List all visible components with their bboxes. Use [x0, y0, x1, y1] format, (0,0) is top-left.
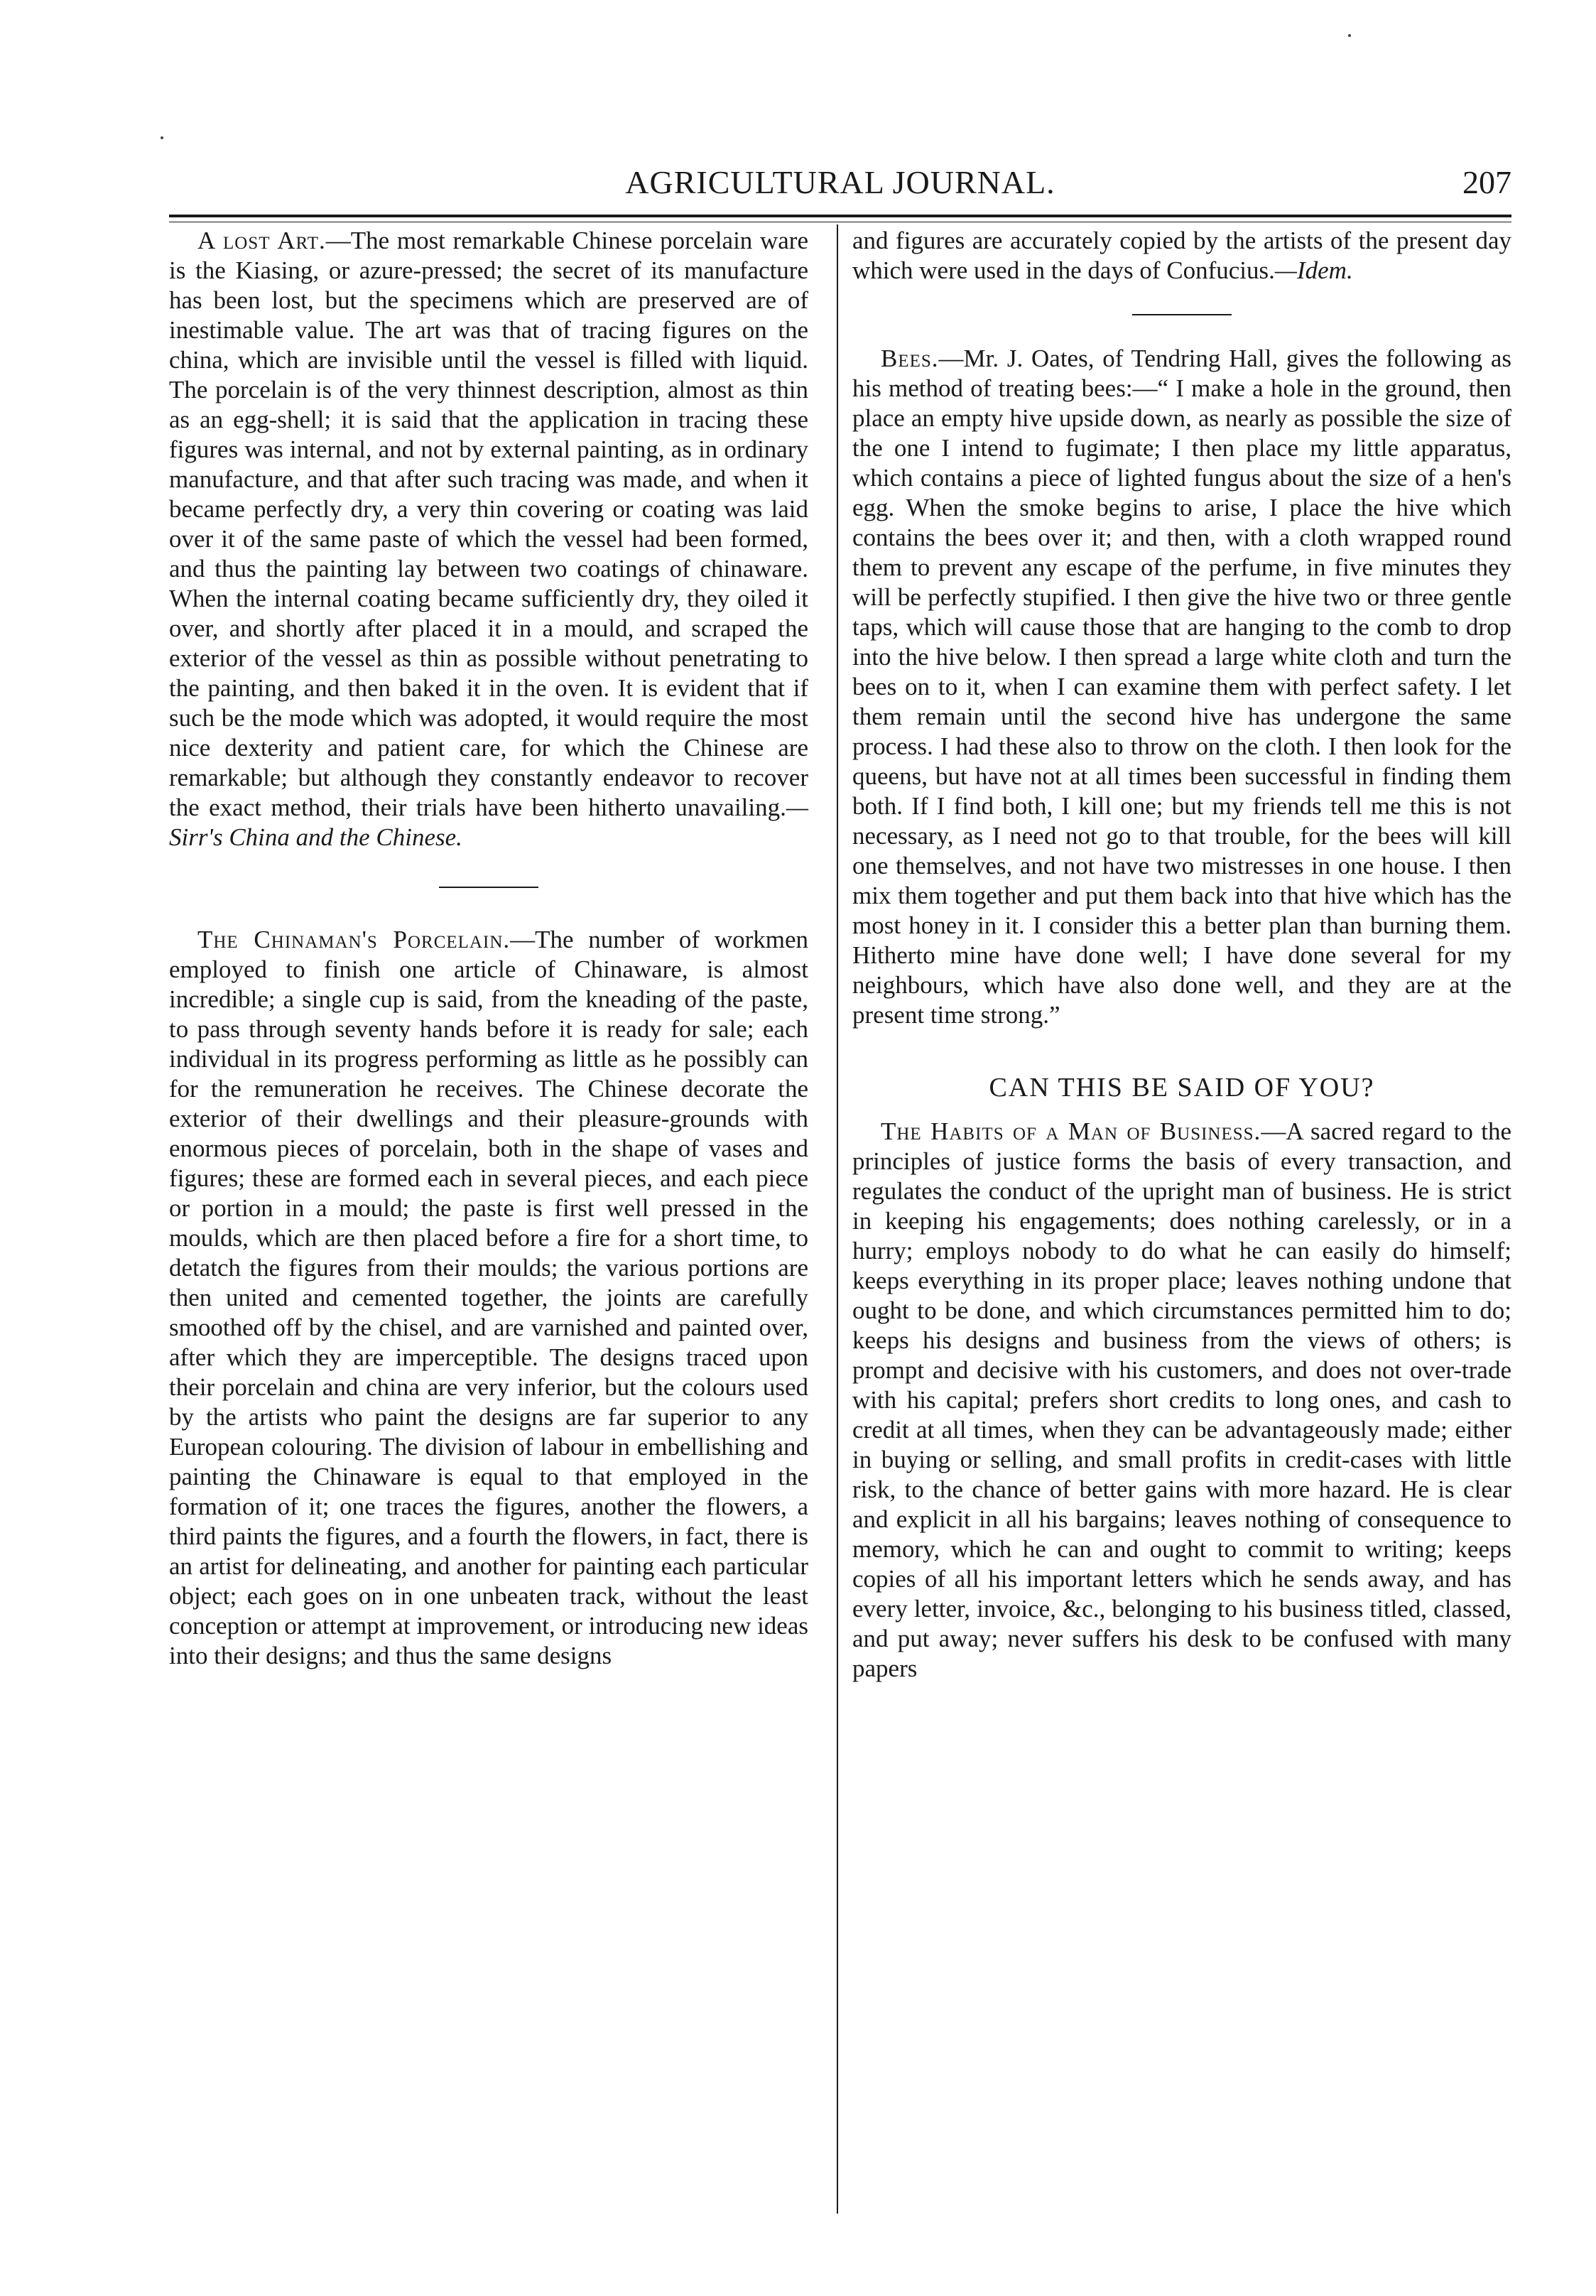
- left-column: [169, 226, 808, 1671]
- speck: [161, 136, 163, 139]
- article-lost-art: [169, 226, 808, 852]
- article-chinaman-porcelain: [169, 925, 808, 1671]
- right-column: [852, 226, 1511, 1684]
- article-lead: Bees.: [881, 345, 939, 372]
- article-bees: [852, 344, 1511, 1030]
- article-lead: The Habits of a Man of Business.: [881, 1117, 1261, 1145]
- article-man-of-business: [852, 1117, 1511, 1684]
- article-body: —The number of workmen employed to finish one article of Chinaware, is almost incredible; a single cup is said, from the kneading of the paste, to pass through seventy hands before it is ready for sale; each individual in its progress performing as little as he possibly can for the remuneration he receives. The Chinese decorate the exterior of their dwellings and their pleasure-grounds with enormous pieces of porcelain, both in the shape of vases and figures; these are formed each in several pieces, and each piece or portion in a mould; the paste is first well pressed in the moulds, which are then placed before a fire for a short time, to detatch the figures from their moulds; the various portions are then united and cemented together, the joints are carefully smoothed off by the chisel, and are varnished and painted over, after which they are imperceptible. The designs traced upon their porcelain and china are very inferior, but the colours used by the artists who paint the designs are far superior to any European colouring. The division of labour in embellishing and painting the Chinaware is equal to that employed in the formation of it; one traces the figures, another the flowers, a third paints the figures, and a fourth the flowers, in fact, there is an artist for delineating, and another for painting each particular object; each goes on in one unbeaten track, without the least conception or attempt at improvement, or introducing new ideas into their designs; and thus the same designs: [169, 926, 808, 1669]
- article-body: —The most remarkable Chinese porcelain ware is the Kiasing, or azure-pressed; the secret of its manufacture has been lost, but the specimens which are preserved are of inestimable value. The art was that of tracing figures on the china, which are invisible until the vessel is filled with liquid. The porcelain is of the very thinnest description, almost as thin as an egg-shell; it is said that the application in tracing these figures was internal, and not by external painting, as in ordinary manufacture, and that after such tracing was made, and when it became perfectly dry, a very thin covering or coating was laid over it of the same paste of which the vessel had been formed, and thus the painting lay between two coatings of chinaware. When the internal coating became sufficiently dry, they oiled it over, and shortly after placed it in a mould, and scraped the exterior of the vessel as thin as possible without penetrating to the painting, and then baked it in the oven. It is evident that if such be the mode which was adopted, it would require the most nice dexterity and patient care, for which the Chinese are remarkable; but although they constantly endeavor to recover the exact method, their trials have been hitherto unavailing.: [169, 227, 808, 821]
- article-attribution: —Idem.: [1274, 256, 1353, 284]
- running-title: AGRICULTURAL JOURNAL.: [625, 164, 1055, 200]
- article-lead: The Chinaman's Porcelain.: [197, 926, 511, 953]
- page-number: 207: [1462, 164, 1511, 200]
- article-continuation: [852, 226, 1511, 286]
- column-divider: [837, 224, 838, 2214]
- article-body: —A sacred regard to the principles of justice forms the basis of every transaction, and regulates the conduct of the upright man of business. He is strict in keeping his engagements; does nothing carelessly, or in a hurry; employs nobody to do what he can easily do himself; keeps everything in its proper place; leaves nothing undone that ought to be done, and which circumstances permitted him to do; keeps his designs and business from the views of others; is prompt and decisive with his customers, and does not over-trade with his capital; prefers short credits to long ones, and cash to credit at all times, when they can be advantageously made; either in buying or selling, and small profits in credit-cases with little risk, to the chance of better gains with more hazard. He is clear and explicit in all his bargains; leaves nothing of consequence to memory, which he can and ought to commit to writing; keeps copies of all his important letters which he sends away, and has every letter, invoice, &c., belonging to his business titled, classed, and put away; never suffers his desk to be confused with many papers: [852, 1117, 1511, 1682]
- speck: [1348, 34, 1351, 37]
- section-rule: [439, 887, 538, 888]
- article-lead: A lost Art.: [197, 227, 326, 254]
- article-body: —Mr. J. Oates, of Tendring Hall, gives the following as his method of treating bees:—“ I make a hole in the ground, then place an empty hive upside down, as nearly as possible the size of the one I intend to fugimate; I then place my little apparatus, which contains a piece of lighted fungus about the size of a hen's egg. When the smoke begins to arise, I place the hive which contains the bees over it; and then, with a cloth wrapped round them to prevent any escape of the perfume, in five minutes they will be perfectly stupified. I then give the hive two or three gentle taps, which will cause those that are hanging to the comb to drop into the hive below. I then spread a large white cloth and turn the bees on to it, when I can examine them with perfect safety. I let them remain until the second hive has undergone the same process. I had these also to throw on the cloth. I then look for the queens, but have not at all times been successful in finding them both. If I find both, I kill one; but my friends tell me this is not necessary, as I need not go to that trouble, for the bees will kill one themselves, and not have two mistresses in one house. I then mix them together and put them back into that hive which has the most honey in it. I consider this a better plan than burning them. Hitherto mine have done well; I have done several for my neighbours, which have also done well, and they are at the present time strong.”: [852, 345, 1511, 1029]
- section-heading: CAN THIS BE SAID OF YOU?: [989, 1073, 1375, 1103]
- section-rule: [1132, 314, 1232, 315]
- article-attribution: —Sirr's China and the Chinese.: [169, 794, 808, 851]
- page-header: [169, 163, 1511, 206]
- article-body: and figures are accurately copied by the artists of the present day which were used in the days of Confucius.: [852, 227, 1511, 284]
- header-rule: [169, 215, 1511, 222]
